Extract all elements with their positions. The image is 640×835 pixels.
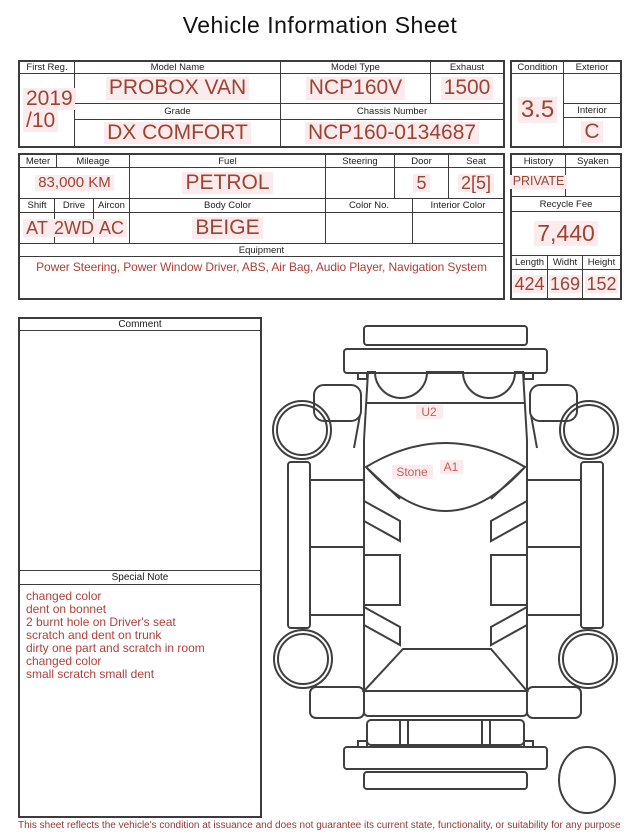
comment-header: Comment bbox=[20, 319, 260, 331]
model-type-header: Model Type bbox=[281, 62, 431, 74]
mirror-left bbox=[314, 385, 361, 421]
grade-header: Grade bbox=[75, 104, 281, 120]
special-note-line: changed color bbox=[26, 654, 102, 668]
interior-color-header: Interior Color bbox=[413, 199, 503, 213]
tailgate-panel bbox=[367, 720, 524, 745]
rocker-left bbox=[288, 462, 310, 628]
rear-window bbox=[364, 649, 527, 691]
length-value: 424 bbox=[512, 270, 548, 298]
rear-wheel-right-inner bbox=[563, 634, 613, 684]
meter-header: Meter bbox=[20, 155, 57, 168]
fuel-header: Fuel bbox=[130, 155, 326, 168]
windshield-damage-label-1: Stone bbox=[396, 465, 428, 479]
front-bumper-tab-left bbox=[358, 373, 367, 379]
model-name-value: PROBOX VAN bbox=[75, 74, 281, 104]
vehicle-identity-table bbox=[18, 60, 505, 148]
hood-damage-label: U2 bbox=[421, 405, 437, 419]
mirror-right bbox=[530, 385, 577, 421]
special-note-line: dent on bonnet bbox=[26, 602, 107, 616]
special-note-line: changed color bbox=[26, 589, 102, 603]
steering-header: Steering bbox=[326, 155, 395, 168]
recycle-fee-value: 7,440 bbox=[512, 212, 620, 256]
page-title: Vehicle Information Sheet bbox=[182, 12, 458, 38]
damage-annotations bbox=[392, 405, 463, 479]
c-pillar-right bbox=[491, 607, 527, 645]
windshield-damage-label-2: A1 bbox=[443, 460, 459, 474]
history-value: PRIVATE bbox=[512, 168, 566, 197]
rear-plate bbox=[364, 772, 527, 789]
exterior-value bbox=[564, 74, 620, 104]
a-pillar-right bbox=[491, 467, 525, 499]
side-window-left bbox=[364, 555, 400, 605]
seat-header: Seat bbox=[449, 155, 503, 168]
comment-body bbox=[20, 331, 260, 570]
special-note-body bbox=[20, 585, 260, 681]
tail-lamp-left bbox=[400, 720, 408, 745]
rocker-right bbox=[581, 462, 603, 628]
model-type-value: NCP160V bbox=[281, 74, 431, 104]
special-note-line: small scratch small dent bbox=[26, 667, 155, 681]
rear-door-right bbox=[527, 547, 581, 615]
shift-header: Shift bbox=[20, 199, 55, 213]
steering-value bbox=[326, 168, 395, 199]
first-reg-year: 2019 bbox=[23, 88, 76, 110]
color-no-header: Color No. bbox=[326, 199, 413, 213]
drive-value: 2WD bbox=[55, 213, 94, 244]
b-pillar-right bbox=[491, 501, 527, 541]
front-wheel-left-inner bbox=[277, 405, 327, 455]
door-value: 5 bbox=[395, 168, 449, 199]
b-pillar-left bbox=[364, 501, 400, 541]
rear-fender-right bbox=[527, 687, 581, 718]
first-reg-header: First Reg. bbox=[20, 62, 75, 74]
condition-box bbox=[510, 60, 622, 148]
fuel-value: PETROL bbox=[130, 168, 326, 199]
height-value: 152 bbox=[586, 273, 617, 294]
door-header: Door bbox=[395, 155, 449, 168]
front-bumper-tab-right bbox=[524, 373, 533, 379]
front-door-right bbox=[527, 480, 581, 547]
front-wheel-left bbox=[273, 401, 331, 459]
exterior-header: Exterior bbox=[564, 62, 620, 74]
syaken-header: Syaken bbox=[566, 155, 620, 168]
height-header: Height bbox=[583, 256, 620, 270]
aircon-header: Aircon bbox=[94, 199, 130, 213]
widht-header: Widht bbox=[548, 256, 583, 270]
widht-value: 169 bbox=[548, 270, 583, 298]
special-note-line: scratch and dent on trunk bbox=[26, 628, 162, 642]
special-note-line: 2 burnt hole on Driver's seat bbox=[26, 615, 176, 629]
car-damage-diagram bbox=[270, 315, 640, 820]
aircon-value: AC bbox=[94, 213, 130, 244]
interior-value: C bbox=[564, 118, 620, 146]
spare-tire bbox=[559, 747, 615, 813]
color-no-value bbox=[326, 213, 413, 244]
front-plate bbox=[364, 326, 527, 345]
history-dimensions-box bbox=[510, 153, 622, 300]
front-wheel-right bbox=[560, 401, 618, 459]
model-name-header: Model Name bbox=[75, 62, 281, 74]
chassis-number-value: NCP160-0134687 bbox=[281, 120, 503, 146]
mileage-value: 83,000 KM bbox=[20, 168, 130, 199]
equipment-header: Equipment bbox=[20, 244, 503, 257]
comment-box bbox=[18, 317, 262, 818]
body-color-header: Body Color bbox=[130, 199, 326, 213]
side-window-right bbox=[491, 555, 527, 605]
front-door-left bbox=[310, 480, 364, 547]
history-header: History bbox=[512, 155, 566, 168]
equipment-value: Power Steering, Power Window Driver, ABS, Air Bag, Audio Player, Navigation System bbox=[36, 260, 487, 274]
condition-header: Condition bbox=[512, 62, 564, 74]
first-reg-month: /10 bbox=[23, 110, 58, 132]
shift-value: AT bbox=[20, 213, 55, 244]
length-header: Length bbox=[512, 256, 548, 270]
exhaust-header: Exhaust bbox=[431, 62, 503, 74]
syaken-value bbox=[566, 168, 620, 197]
first-reg-value bbox=[20, 74, 75, 146]
chassis-number-header: Chassis Number bbox=[281, 104, 503, 120]
windshield bbox=[366, 443, 525, 511]
special-note-header: Special Note bbox=[20, 570, 260, 585]
special-note-line: dirty one part and scratch in room bbox=[26, 641, 205, 655]
body-color-value: BEIGE bbox=[130, 213, 326, 244]
grade-value: DX COMFORT bbox=[75, 120, 281, 146]
rear-wheel-right bbox=[559, 630, 617, 688]
interior-color-value bbox=[413, 213, 503, 244]
rear-door-left bbox=[310, 547, 364, 615]
c-pillar-left bbox=[364, 607, 400, 645]
rear-fender-left bbox=[310, 687, 364, 718]
tail-lamp-right bbox=[482, 720, 490, 745]
front-bumper bbox=[344, 349, 547, 373]
rear-bumper bbox=[344, 747, 547, 769]
disclaimer: This sheet reflects the vehicle's condition at issuance and does not guarantee its current state, functionality, or suitability for any purpose bbox=[18, 820, 621, 831]
recycle-fee-header: Recycle Fee bbox=[512, 197, 620, 212]
drive-header: Drive bbox=[55, 199, 94, 213]
rear-wheel-left-inner bbox=[278, 634, 328, 684]
exhaust-value: 1500 bbox=[431, 74, 503, 104]
car-outline bbox=[273, 326, 618, 813]
front-wheel-right-inner bbox=[564, 405, 614, 455]
interior-header: Interior bbox=[564, 104, 620, 118]
spec-table bbox=[18, 153, 505, 300]
rear-wheel-left bbox=[274, 630, 332, 688]
condition-value: 3.5 bbox=[512, 74, 564, 146]
seat-value: 2[5] bbox=[449, 168, 503, 199]
mileage-header: Mileage bbox=[57, 155, 130, 168]
